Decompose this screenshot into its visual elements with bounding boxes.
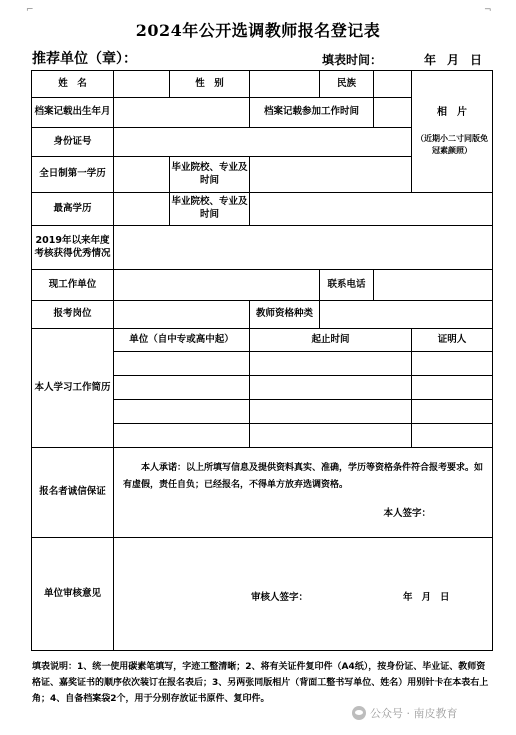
id-number-label: 身份证号 — [32, 128, 114, 157]
highest-edu-field[interactable] — [114, 193, 170, 226]
watermark — [352, 705, 458, 721]
cert-type-field[interactable] — [320, 301, 493, 329]
gender-label: 性 别 — [170, 71, 250, 98]
resume-witness-cell[interactable] — [412, 400, 493, 424]
name-label: 姓 名 — [32, 71, 114, 98]
registration-form-table — [31, 70, 493, 651]
highest-edu-label: 最高学历 — [32, 193, 114, 226]
resume-col-unit: 单位（自中专或高中起） — [114, 329, 250, 352]
watermark-text: 公众号 · 南皮教育 — [370, 707, 458, 720]
resume-label: 本人学习工作简历 — [32, 329, 114, 448]
integrity-label: 报名者诚信保证 — [32, 448, 114, 538]
pledge-cell[interactable] — [114, 448, 493, 538]
fill-date-placeholder: 年月日 — [424, 53, 494, 67]
id-number-field[interactable] — [114, 128, 412, 157]
fulltime-edu-field[interactable] — [114, 157, 170, 193]
evaluation-label: 2019年以来年度考核获得优秀情况 — [32, 226, 114, 270]
fulltime-edu-label: 全日制第一学历 — [32, 157, 114, 193]
resume-period-cell[interactable] — [250, 400, 412, 424]
resume-witness-cell[interactable] — [412, 352, 493, 376]
resume-unit-cell[interactable] — [114, 376, 250, 400]
phone-label: 联系电话 — [320, 270, 374, 301]
review-cell[interactable] — [114, 538, 493, 651]
gender-field[interactable] — [250, 71, 320, 98]
resume-unit-cell[interactable] — [114, 424, 250, 448]
grad-school-1-field[interactable] — [250, 157, 412, 193]
resume-col-period: 起止时间 — [250, 329, 412, 352]
name-field[interactable] — [114, 71, 170, 98]
resume-witness-cell[interactable] — [412, 424, 493, 448]
grad-school-2-field[interactable] — [250, 193, 493, 226]
current-unit-field[interactable] — [114, 270, 320, 301]
post-label: 报考岗位 — [32, 301, 114, 329]
resume-period-cell[interactable] — [250, 376, 412, 400]
review-label: 单位审核意见 — [32, 538, 114, 651]
corner-mark-left: ⌐ — [26, 5, 34, 15]
post-field[interactable] — [114, 301, 250, 329]
resume-witness-cell[interactable] — [412, 376, 493, 400]
pledge-text: 本人承诺：以上所填写信息及提供资料真实、准确，学历等资格条件符合报考要求。如有虚假，责任自负；已经报名，不得单方放弃选调资格。 — [123, 463, 484, 491]
resume-unit-cell[interactable] — [114, 400, 250, 424]
ethnicity-field[interactable] — [374, 71, 412, 98]
signature-label: 本人签字： — [383, 508, 431, 520]
review-date-placeholder: 年月日 — [403, 592, 459, 603]
fill-time-label: 填表时间： — [322, 53, 383, 67]
reviewer-sign-label: 审核人签字： — [251, 592, 309, 603]
corner-mark-right: ¬ — [484, 5, 492, 15]
recommend-unit-label: 推荐单位（章）： — [32, 51, 137, 67]
grad-school-2-label: 毕业院校、专业及时间 — [170, 193, 250, 226]
resume-period-cell[interactable] — [250, 352, 412, 376]
wechat-icon — [352, 706, 366, 720]
work-record-field[interactable] — [374, 98, 412, 128]
photo-label: 相 片 — [437, 106, 467, 118]
resume-period-cell[interactable] — [250, 424, 412, 448]
photo-box[interactable] — [412, 71, 493, 193]
grad-school-1-label: 毕业院校、专业及时间 — [170, 157, 250, 193]
photo-note: （近期小二寸同版免冠素颜照） — [416, 134, 488, 156]
resume-col-witness: 证明人 — [412, 329, 493, 352]
evaluation-field[interactable] — [114, 226, 493, 270]
fill-instructions: 填表说明：1、统一使用碳素笔填写，字迹工整清晰；2、将有关证件复印件（A4纸），按身份证、毕业证、教师资格证、嘉奖证书的顺序依次装订在报名表后；3、另两张同版相片（背面工整书写单位、姓名）用别针卡在本表右上角；4、自备档案袋2个，用于分别存放证书原件、复印件。 — [32, 662, 489, 704]
birth-record-field[interactable] — [114, 98, 250, 128]
phone-field[interactable] — [374, 270, 493, 301]
page-title: 2024年公开选调教师报名登记表 — [135, 21, 381, 40]
cert-type-label: 教师资格种类 — [250, 301, 320, 329]
work-record-label: 档案记载参加工作时间 — [250, 98, 374, 128]
resume-unit-cell[interactable] — [114, 352, 250, 376]
ethnicity-label: 民族 — [320, 71, 374, 98]
current-unit-label: 现工作单位 — [32, 270, 114, 301]
birth-record-label: 档案记载出生年月 — [32, 98, 114, 128]
